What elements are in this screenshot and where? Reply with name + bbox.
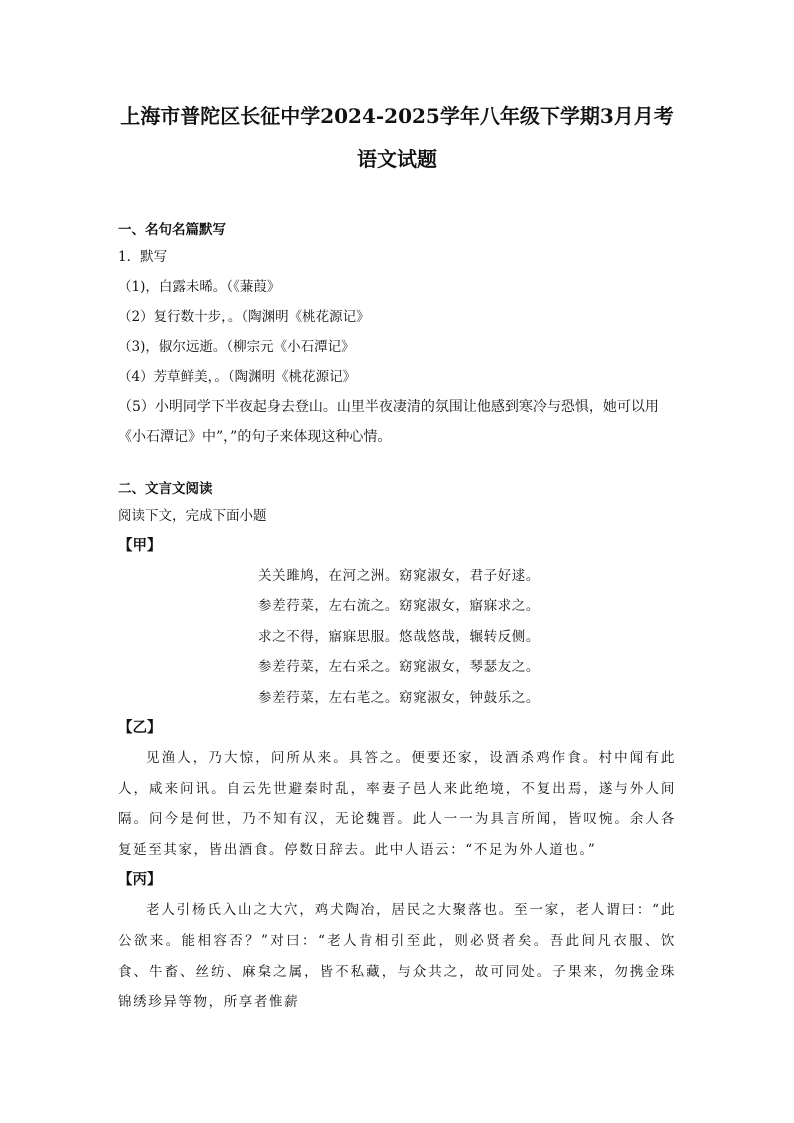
passage-bing: 老人引杨氏入山之大穴，鸡犬陶冶，居民之大聚落也。至一家，老人谓曰：“此公欲来。能相容否？”对曰：“老人肯相引至此，则必贤者矣。吾此间凡衣服、饮食、牛畜、丝纺、麻枲之属，皆不私藏，与众共之，故可同处。子果来，勿携金珠锦绣珍异等物，所享者惟薪 xyxy=(118,902,676,1011)
dictation-item: （4）芳草鲜美，。（陶渊明《桃花源记》 xyxy=(118,369,357,385)
poem-line: 参差荇菜，左右采之。窈窕淑女，琴瑟友之。 xyxy=(258,659,540,676)
poem-line: 参差荇菜，左右芼之。窈窕淑女，钟鼓乐之。 xyxy=(258,689,540,706)
poem-line: 求之不得，寤寐思服。悠哉悠哉，辗转反侧。 xyxy=(258,628,540,645)
dictation-item: （1)，白露未晞。（《蒹葭》 xyxy=(118,279,281,295)
poem-line: 关关雎鸠，在河之洲。窈窕淑女，君子好逑。 xyxy=(258,568,540,584)
poem-line: 参差荇菜，左右流之。窈窕淑女，寤寐求之。 xyxy=(258,598,540,615)
passage-yi: 见渔人，乃大惊，问所从来。具答之。便要还家，设酒杀鸡作食。村中闻有此人，咸来问讯。自云先世避秦时乱，率妻子邑人来此绝境，不复出焉，遂与外人间隔。问今是何世，乃不知有汉，无论魏晋。此人一一为具言所闻，皆叹惋。余人各复延至其家，皆出酒食。停数日辞去。此中人语云：“不足为外人道也。” xyxy=(118,750,676,858)
passage-jia xyxy=(118,561,676,713)
dictation-item-5: （5）小明同学下半夜起身去登山。山里半夜凄清的氛围让他感到寒冷与恐惧，她可以用《小石潭记》中”，”的句子来体现这种心情。 xyxy=(118,399,659,445)
question-number: 1．默写 xyxy=(118,249,168,265)
dictation-item: （2）复行数十步，。（陶渊明《桃花源记》 xyxy=(118,309,370,325)
document-title: 上海市普陀区长征中学2024-2025学年八年级下学期3月月考 xyxy=(120,104,674,128)
passage-label-bing: 【丙】 xyxy=(118,871,162,889)
section-classical-reading xyxy=(118,474,676,1018)
dictation-item: （3)，俶尔远逝。（柳宗元《小石潭记》 xyxy=(118,339,355,355)
section-dictation xyxy=(118,215,676,452)
section-heading: 一、名句名篇默写 xyxy=(118,222,226,238)
reading-instruction: 阅读下文，完成下面小题 xyxy=(118,508,267,524)
passage-label-yi: 【乙】 xyxy=(118,719,162,737)
section-heading: 二、文言文阅读 xyxy=(118,481,213,497)
passage-label-jia: 【甲】 xyxy=(118,537,162,554)
document-subtitle: 语文试题 xyxy=(357,147,437,171)
